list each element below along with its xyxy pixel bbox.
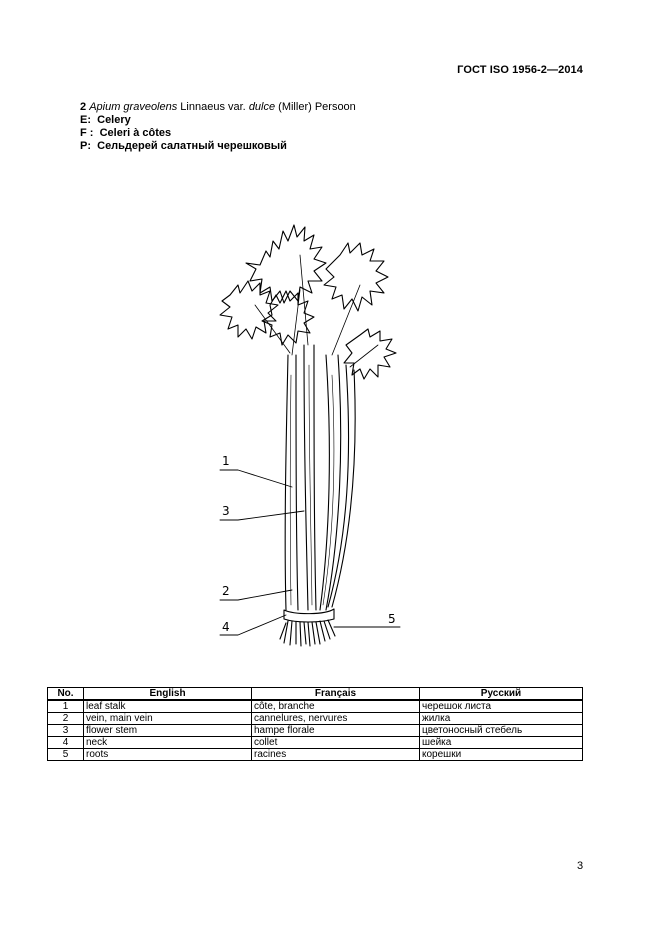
table-header-row bbox=[48, 688, 583, 701]
en-prefix: E: bbox=[80, 114, 91, 126]
root-bundle bbox=[280, 620, 335, 646]
entry-heading bbox=[80, 101, 356, 153]
leaf-cluster-right bbox=[324, 243, 388, 311]
ru-name: Сельдерей салатный черешковый bbox=[97, 140, 287, 152]
row-english: vein, main vein bbox=[84, 713, 252, 725]
stalk-right bbox=[320, 355, 341, 610]
table-row bbox=[48, 725, 583, 737]
french-name-line bbox=[80, 127, 356, 140]
callout-5: 5 bbox=[388, 612, 396, 626]
latin-mid: Linnaeus var. bbox=[177, 101, 249, 113]
leaf-cluster-mid bbox=[262, 291, 314, 345]
english-name-line bbox=[80, 114, 356, 127]
row-no: 4 bbox=[48, 737, 84, 749]
terms-table bbox=[47, 687, 583, 761]
table-row bbox=[48, 737, 583, 749]
row-french: côte, branche bbox=[252, 700, 420, 713]
page-number: 3 bbox=[577, 860, 584, 872]
leaf-veins bbox=[255, 255, 378, 367]
latin-species: Apium graveolens bbox=[89, 101, 178, 113]
header-russian: Русский bbox=[420, 688, 583, 701]
ru-prefix: P: bbox=[80, 140, 91, 152]
leader-line-4 bbox=[220, 615, 286, 635]
row-russian: цветоносный стебель bbox=[420, 725, 583, 737]
stalk-base bbox=[284, 609, 334, 622]
latin-name-line bbox=[80, 101, 356, 114]
header-english: English bbox=[84, 688, 252, 701]
standard-code: ГОСТ ISO 1956-2—2014 bbox=[457, 64, 583, 76]
row-french: collet bbox=[252, 737, 420, 749]
row-french: cannelures, nervures bbox=[252, 713, 420, 725]
table-row bbox=[48, 749, 583, 761]
callout-3: 3 bbox=[222, 504, 230, 518]
leader-line-3 bbox=[220, 511, 304, 520]
russian-name-line bbox=[80, 140, 356, 153]
callout-4: 4 bbox=[222, 620, 230, 634]
fr-prefix: F : bbox=[80, 127, 94, 139]
entry-number: 2 bbox=[80, 101, 87, 113]
header-french: Français bbox=[252, 688, 420, 701]
row-russian: черешок листа bbox=[420, 700, 583, 713]
row-no: 5 bbox=[48, 749, 84, 761]
row-english: leaf stalk bbox=[84, 700, 252, 713]
row-english: roots bbox=[84, 749, 252, 761]
stalk-left bbox=[285, 355, 298, 610]
row-french: racines bbox=[252, 749, 420, 761]
callout-2: 2 bbox=[222, 584, 230, 598]
callout-1: 1 bbox=[222, 454, 230, 468]
row-english: neck bbox=[84, 737, 252, 749]
row-english: flower stem bbox=[84, 725, 252, 737]
leader-line-1 bbox=[220, 470, 292, 487]
row-russian: шейка bbox=[420, 737, 583, 749]
row-no: 3 bbox=[48, 725, 84, 737]
leaf-cluster-left bbox=[220, 281, 278, 339]
latin-variety: dulce bbox=[248, 101, 276, 113]
row-russian: корешки bbox=[420, 749, 583, 761]
fr-name: Celeri à côtes bbox=[99, 127, 172, 139]
table-row bbox=[48, 700, 583, 713]
row-french: hampe florale bbox=[252, 725, 420, 737]
latin-author: (Miller) Persoon bbox=[275, 101, 356, 113]
leaf-cluster-lower-right bbox=[344, 329, 396, 379]
en-name: Celery bbox=[97, 114, 131, 126]
row-russian: жилка bbox=[420, 713, 583, 725]
leader-line-2 bbox=[220, 590, 292, 600]
celery-illustration bbox=[200, 195, 420, 665]
header-no: No. bbox=[48, 688, 84, 701]
row-no: 1 bbox=[48, 700, 84, 713]
row-no: 2 bbox=[48, 713, 84, 725]
table-row bbox=[48, 713, 583, 725]
